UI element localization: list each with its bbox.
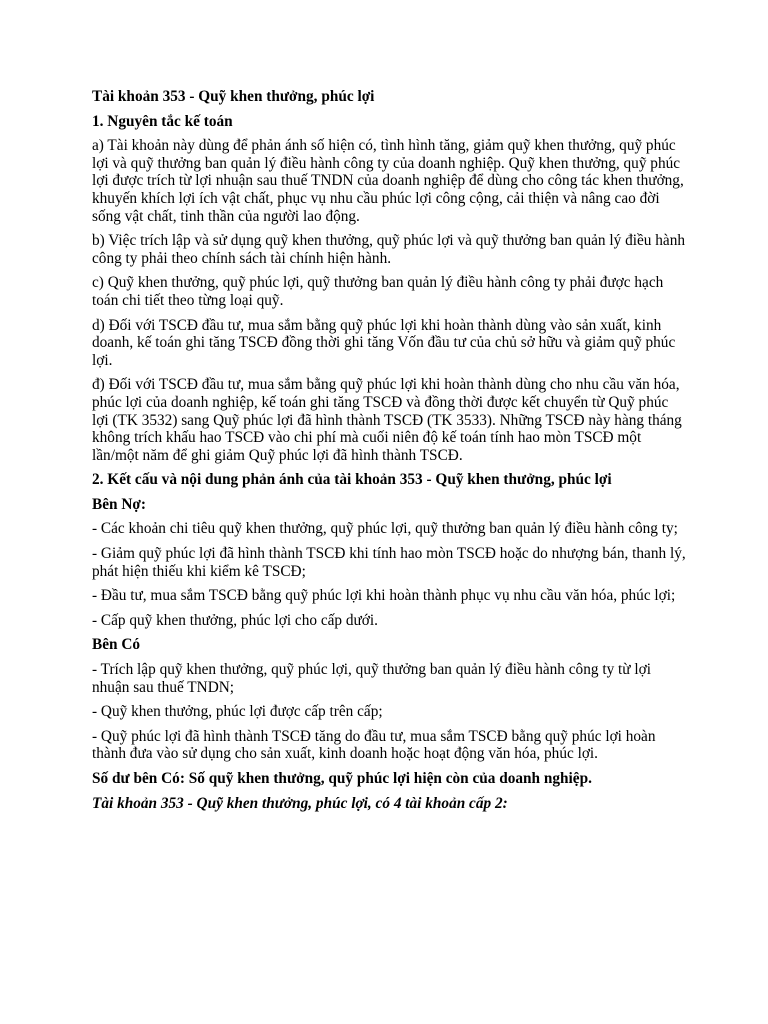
section-1-heading: 1. Nguyên tắc kế toán [92, 112, 233, 130]
paragraph-d: d) Đối với TSCĐ đầu tư, mua sắm bằng quỹ phúc lợi khi hoàn thành dùng vào sản xuất, kinh doanh, kế toán ghi tăng TSCĐ đồng thời ghi tăng Vốn đầu tư của chủ sở hữu và giảm quỹ phúc lợi. [92, 316, 676, 369]
subaccounts-heading: Tài khoản 353 - Quỹ khen thưởng, phúc lợi, có 4 tài khoản cấp 2: [92, 794, 508, 812]
paragraph-a: a) Tài khoản này dùng để phản ánh số hiện có, tình hình tăng, giảm quỹ khen thưởng, quỹ phúc lợi và quỹ thưởng ban quản lý điều hành công ty của doanh nghiệp. Quỹ khen thưởng, quỹ phúc lợi được trích từ lợi nhuận sau thuế TNDN của doanh nghiệp để dùng cho công tác khen thưởng, khuyến khích lợi ích vật chất, phục vụ nhu cầu phúc lợi công cộng, cải thiện và nâng cao đời sống vật chất, tinh thần của người lao động. [92, 137, 684, 225]
paragraph-c: c) Quỹ khen thưởng, quỹ phúc lợi, quỹ thưởng ban quản lý điều hành công ty phải được hạch toán chi tiết theo từng loại quỹ. [92, 274, 664, 309]
debit-item: - Các khoản chi tiêu quỹ khen thưởng, quỹ phúc lợi, quỹ thưởng ban quản lý điều hành công ty; [92, 520, 678, 538]
debit-item: - Đầu tư, mua sắm TSCĐ bằng quỹ phúc lợi khi hoàn thành phục vụ nhu cầu văn hóa, phúc lợi; [92, 587, 676, 605]
document-title: Tài khoản 353 - Quỹ khen thưởng, phúc lợi [92, 88, 375, 105]
credit-heading: Bên Có [92, 636, 141, 654]
credit-item: - Quỹ khen thưởng, phúc lợi được cấp trên cấp; [92, 703, 383, 721]
debit-heading: Bên Nợ: [92, 495, 146, 513]
debit-item: - Cấp quỹ khen thưởng, phúc lợi cho cấp dưới. [92, 611, 378, 629]
debit-item: - Giảm quỹ phúc lợi đã hình thành TSCĐ khi tính hao mòn TSCĐ hoặc do nhượng bán, thanh lý, phát hiện thiếu khi kiểm kê TSCĐ; [92, 545, 686, 580]
credit-balance: Số dư bên Có: Số quỹ khen thưởng, quỹ phúc lợi hiện còn của doanh nghiệp. [92, 770, 592, 787]
paragraph-dd: đ) Đối với TSCĐ đầu tư, mua sắm bằng quỹ phúc lợi khi hoàn thành dùng cho nhu cầu văn hóa, phúc lợi của doanh nghiệp, kế toán ghi tăng TSCĐ và đồng thời được kết chuyển từ Quỹ phúc lợi (TK 3532) sang Quỹ phúc lợi đã hình thành TSCĐ (TK 3533). Những TSCĐ này hàng tháng không trích khấu hao TSCĐ vào chi phí mà cuối niên độ kế toán tính hao mòn TSCĐ một lần/một năm để ghi giảm Quỹ phúc lợi đã hình thành TSCĐ. [92, 376, 682, 464]
paragraph-b: b) Việc trích lập và sử dụng quỹ khen thưởng, quỹ phúc lợi và quỹ thưởng ban quản lý điều hành công ty phải theo chính sách tài chính hiện hành. [92, 232, 686, 267]
credit-item: - Trích lập quỹ khen thưởng, quỹ phúc lợi, quỹ thưởng ban quản lý điều hành công ty từ lợi nhuận sau thuế TNDN; [92, 661, 652, 696]
section-2-heading: 2. Kết cấu và nội dung phản ánh của tài khoản 353 - Quỹ khen thưởng, phúc lợi [92, 471, 612, 489]
credit-item: - Quỹ phúc lợi đã hình thành TSCĐ tăng do đầu tư, mua sắm TSCĐ bằng quỹ phúc lợi hoàn thành đưa vào sử dụng cho sản xuất, kinh doanh hoặc hoạt động văn hóa, phúc lợi. [92, 727, 656, 763]
